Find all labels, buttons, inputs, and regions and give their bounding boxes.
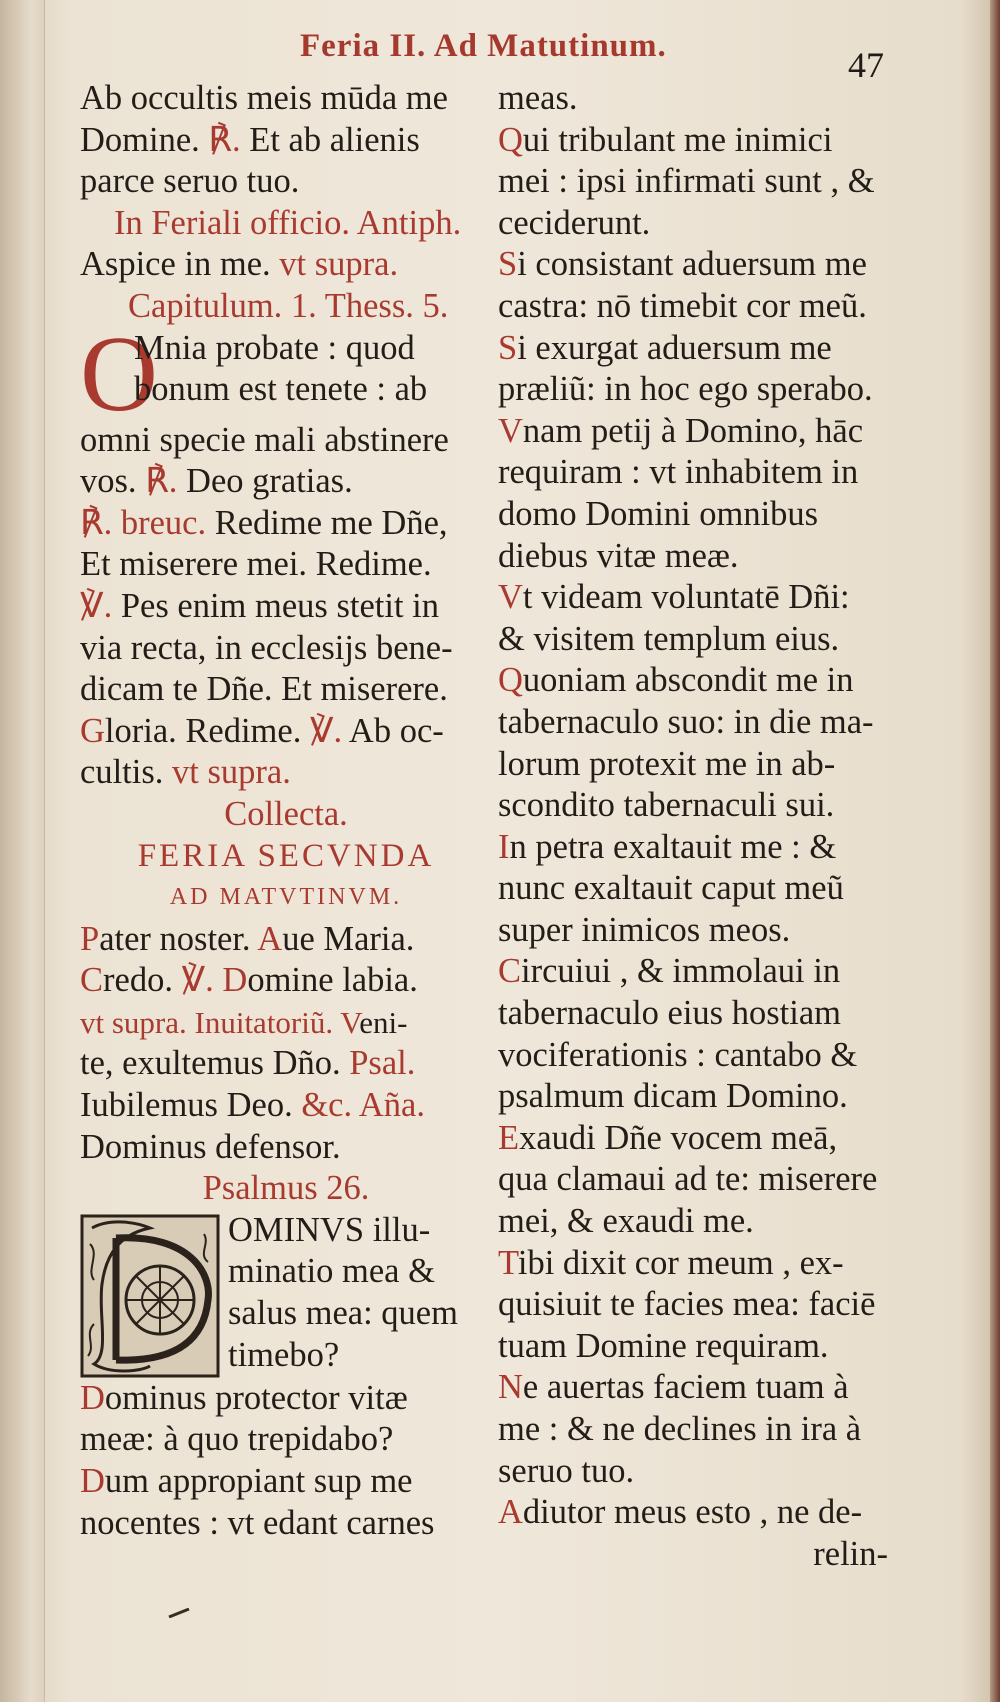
page-number: 47 [848, 45, 884, 85]
text-line [80, 960, 492, 1002]
red-initial: A [257, 919, 283, 958]
text-line: tabernaculo eius hostiam [498, 994, 841, 1033]
text-line: lorum protexit me in ab- [498, 744, 836, 783]
text-line [80, 1378, 492, 1420]
text-span: Pes enim meus stetit in [112, 586, 440, 625]
rubric-span: vt supra. Inuitatoriũ. V [80, 1004, 360, 1040]
text-line: vociferationis : cantabo & [498, 1035, 858, 1074]
text-line: & visitem templum eius. [498, 619, 840, 658]
collect-heading: Collecta. [224, 794, 348, 833]
chapter-heading: Capitulum. 1. Thess. 5. [128, 286, 449, 325]
catchword: relin- [813, 1534, 888, 1573]
text-line [80, 586, 492, 628]
red-initial: S [498, 328, 518, 367]
text-span: omine labia. [247, 961, 418, 1000]
text-span: loria. Redime. [104, 711, 310, 750]
text-line: Et miserere mei. Redime. [80, 545, 432, 584]
rubric-span: &c. Aña. [301, 1086, 425, 1125]
text-line: quisiuit te facies mea: faciē [498, 1285, 876, 1324]
rubric-span: Psal. [349, 1044, 416, 1083]
text-span: Et ab alienis [240, 120, 420, 159]
red-initial: S [498, 245, 518, 284]
text-line: psalmum dicam Domino. [498, 1077, 848, 1116]
text-line: mei : ipsi infirmati sunt , & [498, 162, 875, 201]
text-line [498, 244, 908, 286]
red-initial: V [498, 411, 523, 450]
text-line [80, 1461, 492, 1503]
text-span: e auertas faciem tuam à [522, 1368, 849, 1407]
decorated-initial-o: O [80, 314, 158, 434]
text-line: meæ: à quo trepidabo? [80, 1420, 394, 1459]
text-line: mei, & exaudi me. [498, 1202, 754, 1241]
text-line: timebo? [228, 1335, 340, 1374]
text-line [80, 461, 492, 503]
section-subheading: AD MATVTINVM. [169, 884, 403, 911]
text-line [498, 827, 908, 869]
right-column [498, 78, 908, 1575]
text-line: nocentes : vt edant carnes [80, 1503, 435, 1542]
text-line: diebus vitæ meæ. [498, 536, 739, 575]
text-line: Dominus defensor. [80, 1127, 341, 1166]
text-line [80, 503, 492, 545]
text-line: Mnia probate : quod [134, 328, 415, 367]
red-initial: V [498, 578, 523, 617]
text-line: dicam te Dñe. Et miserere. [80, 670, 448, 709]
red-initial: N [498, 1368, 523, 1407]
text-span: t videam voluntatē Dñi: [522, 578, 850, 617]
red-initial: T [498, 1243, 518, 1282]
text-line [80, 711, 492, 753]
ink-mark-icon [168, 1608, 190, 1618]
page-right-edge [990, 0, 1000, 1702]
text-line [80, 244, 492, 286]
text-line: domo Domini omnibus [498, 494, 819, 533]
red-initial: Q [498, 661, 523, 700]
text-line [498, 1243, 908, 1285]
text-line: nunc exaltauit caput meũ [498, 869, 844, 908]
text-line: castra: nō timebit cor meũ. [498, 286, 867, 325]
text-line [498, 951, 908, 993]
versicle-sign: ℣. D [181, 961, 248, 1000]
text-line: me : & ne declines in ira à [498, 1410, 862, 1448]
text-line: ceciderunt. [498, 203, 651, 242]
text-span: Domine. [80, 120, 209, 159]
page-binding-edge [0, 0, 45, 1702]
text-line: Ab occultis meis mūda me [80, 79, 448, 117]
text-span: um appropiant sup me [104, 1462, 413, 1501]
decorated-initial-d-icon [80, 1214, 220, 1378]
text-span: ue Maria. [282, 919, 415, 958]
text-line: parce seruo tuo. [80, 162, 300, 201]
text-span: uoniam abscondit me in [522, 661, 854, 700]
red-initial: C [498, 952, 522, 991]
rubric-span: vt supra. [279, 245, 399, 284]
text-span: nam petij à Domino, hāc [522, 411, 864, 450]
text-span: redo. [103, 961, 182, 1000]
text-line: tabernaculo suo: in die ma- [498, 702, 874, 741]
red-initial: I [498, 827, 510, 866]
text-line: qua clamaui ad te: miserere [498, 1160, 878, 1199]
red-initial: E [498, 1118, 520, 1157]
red-initial: D [80, 1462, 105, 1501]
text-span: xaudi Dñe vocem meā, [519, 1118, 838, 1157]
text-line [498, 577, 908, 619]
section-heading: FERIA SECVNDA [137, 837, 435, 874]
text-line [80, 1002, 492, 1044]
text-line [498, 1367, 908, 1409]
text-line [498, 411, 908, 453]
text-span: diutor meus esto , ne de- [522, 1493, 863, 1532]
red-initial: Q [498, 120, 523, 159]
red-initial: A [498, 1493, 523, 1532]
text-line: requiram : vt inhabitem in [498, 453, 859, 492]
text-span: eni- [359, 1004, 408, 1040]
text-line: scondito tabernaculi sui. [498, 786, 835, 825]
red-initial: C [80, 961, 104, 1000]
versicle-sign: ℣. [80, 586, 113, 625]
initial-d-block [80, 1210, 492, 1376]
text-line: via recta, in ecclesijs bene- [80, 628, 453, 667]
text-line: bonum est tenete : ab [134, 370, 428, 409]
text-line [80, 752, 492, 794]
text-span: te, exultemus Dño. [80, 1044, 350, 1083]
text-span: i consistant aduersum me [517, 245, 867, 284]
text-line [498, 1492, 908, 1534]
text-span: ui tribulant me inimici [522, 120, 833, 159]
text-line [498, 660, 908, 702]
text-line: super inimicos meos. [498, 910, 791, 949]
running-title: Feria II. Ad Matutinum. [300, 28, 667, 64]
text-line: OMINVS illu- [228, 1210, 431, 1249]
text-span: cultis. [80, 753, 172, 792]
left-column [80, 78, 492, 1544]
text-span: n petra exaltauit me : & [509, 827, 837, 866]
red-initial: G [80, 711, 105, 750]
text-line: omni specie mali abstinere [80, 420, 449, 459]
text-line: meas. [498, 79, 578, 117]
versicle-sign: ℣. [309, 711, 343, 750]
text-span: ibi dixit cor meum , ex- [517, 1243, 844, 1282]
text-line [498, 120, 908, 162]
text-span: vos. [80, 462, 146, 501]
psalm-heading: Psalmus 26. [202, 1169, 370, 1208]
text-line [80, 1085, 492, 1127]
initial-o-block [80, 314, 492, 434]
rubric-span: vt supra. [172, 753, 291, 792]
text-span: Iubilemus Deo. [80, 1086, 302, 1125]
text-span: i exurgat aduersum me [517, 328, 832, 367]
red-initial: P [80, 919, 100, 958]
text-span: ominus protector vitæ [104, 1378, 408, 1417]
text-line [80, 1043, 492, 1085]
text-line [80, 120, 492, 162]
text-span: ater noster. [99, 919, 258, 958]
text-line: præliũ: in hoc ego sperabo. [498, 370, 873, 409]
text-line: seruo tuo. [498, 1451, 635, 1490]
text-line [498, 328, 908, 370]
rubric-span: ℟. breuc. [80, 503, 207, 542]
text-line: tuam Domine requiram. [498, 1326, 829, 1365]
text-line [80, 919, 492, 961]
text-line: salus mea: quem [228, 1294, 458, 1333]
text-line [498, 1118, 908, 1160]
response-sign: ℟. [145, 462, 178, 501]
text-span: Redime me Dñe, [206, 503, 448, 542]
text-span: Ab oc- [342, 711, 444, 750]
text-span: Aspice in me. [80, 245, 280, 284]
response-sign: ℟. [208, 120, 241, 159]
text-span: ircuiui , & immolaui in [521, 952, 841, 991]
rubric-line: In Feriali officio. Antiph. [114, 203, 462, 242]
red-initial: D [80, 1378, 105, 1417]
text-span: Deo gratias. [177, 462, 353, 501]
text-line: minatio mea & [228, 1252, 435, 1291]
